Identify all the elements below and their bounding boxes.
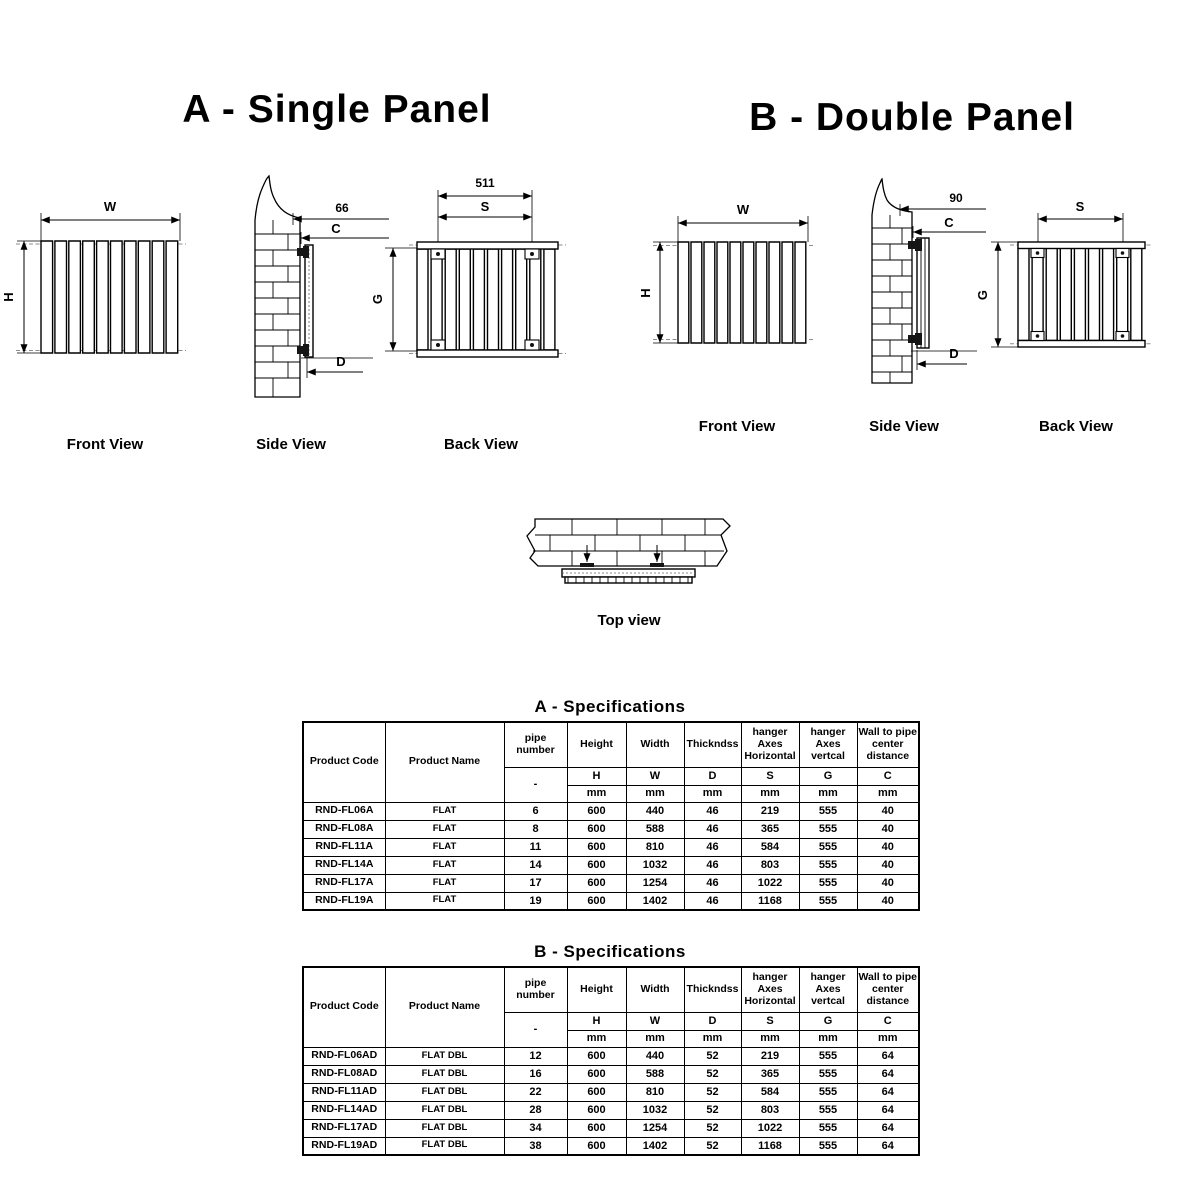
cell: 64 <box>857 1137 919 1155</box>
cell: 219 <box>741 1047 799 1065</box>
dim-label-w: W <box>736 202 750 217</box>
cell: 1168 <box>741 1137 799 1155</box>
top-view-drawing <box>500 505 740 605</box>
cell: FLAT <box>385 874 504 892</box>
col-product-code: Product Code <box>303 722 385 802</box>
sym-g: G <box>799 1012 857 1030</box>
wall-section <box>255 176 300 397</box>
col-height: Height <box>567 722 626 767</box>
cell: 19 <box>504 892 567 910</box>
sym-s: S <box>741 1012 799 1030</box>
col-thickness: Thickndss <box>684 967 741 1012</box>
cell: 555 <box>799 820 857 838</box>
cell: 600 <box>567 802 626 820</box>
back-view-a-label: Back View <box>444 436 518 453</box>
col-width: Width <box>626 722 684 767</box>
sym-pipe: - <box>504 767 567 802</box>
cell: 52 <box>684 1119 741 1137</box>
cell: 40 <box>857 874 919 892</box>
col-width: Width <box>626 967 684 1012</box>
cell: 600 <box>567 1047 626 1065</box>
unit: mm <box>857 1030 919 1047</box>
cell: RND-FL14AD <box>303 1101 385 1119</box>
table-row <box>303 874 919 892</box>
cell: 600 <box>567 1101 626 1119</box>
unit: mm <box>857 785 919 802</box>
dim-label-s: S <box>1075 199 1085 214</box>
cell: FLAT <box>385 856 504 874</box>
sym-c: C <box>857 767 919 785</box>
cell: 34 <box>504 1119 567 1137</box>
table-row <box>303 1137 919 1155</box>
cell: 64 <box>857 1083 919 1101</box>
cell: 1402 <box>626 892 684 910</box>
table-row <box>303 1065 919 1083</box>
cell: 11 <box>504 838 567 856</box>
col-pipe-number: pipe number <box>504 967 567 1012</box>
cell: 365 <box>741 820 799 838</box>
cell: 555 <box>799 856 857 874</box>
cell: 52 <box>684 1065 741 1083</box>
cell: 1168 <box>741 892 799 910</box>
cell: 64 <box>857 1065 919 1083</box>
cell: 1022 <box>741 874 799 892</box>
cell: 803 <box>741 856 799 874</box>
table-row <box>303 1083 919 1101</box>
cell: 555 <box>799 838 857 856</box>
dim-label-g: G <box>975 289 990 301</box>
cell: 588 <box>626 820 684 838</box>
cell: FLAT DBL <box>385 1119 504 1137</box>
sym-h: H <box>567 1012 626 1030</box>
sym-g: G <box>799 767 857 785</box>
cell: 46 <box>684 892 741 910</box>
cell: 219 <box>741 802 799 820</box>
table-row <box>303 820 919 838</box>
cell: 600 <box>567 820 626 838</box>
cell: 64 <box>857 1047 919 1065</box>
cell: 584 <box>741 838 799 856</box>
back-view-b-label: Back View <box>1039 418 1113 435</box>
cell: 17 <box>504 874 567 892</box>
cell: 1022 <box>741 1119 799 1137</box>
cell: 555 <box>799 1119 857 1137</box>
table-row <box>303 802 919 820</box>
dim-label-w: W <box>103 199 117 214</box>
col-pipe-number: pipe number <box>504 722 567 767</box>
col-product-code: Product Code <box>303 967 385 1047</box>
section-b-title: B - Double Panel <box>749 96 1075 139</box>
wall-section <box>872 179 912 383</box>
cell: 600 <box>567 892 626 910</box>
dim-label-s: S <box>480 199 490 214</box>
cell: 365 <box>741 1065 799 1083</box>
panel-slats <box>41 241 178 353</box>
unit: mm <box>799 1030 857 1047</box>
spec-a-title: A - Specifications <box>534 697 686 716</box>
cell: 1032 <box>626 1101 684 1119</box>
cell: 600 <box>567 838 626 856</box>
cell: 6 <box>504 802 567 820</box>
col-hanger-vertical: hanger Axes vertcal <box>799 722 857 767</box>
cell: 1254 <box>626 1119 684 1137</box>
cell: RND-FL19A <box>303 892 385 910</box>
cell: 600 <box>567 1083 626 1101</box>
cell: 600 <box>567 856 626 874</box>
dim-label-d: D <box>336 354 346 369</box>
table-row <box>303 1119 919 1137</box>
table-row <box>303 856 919 874</box>
unit: mm <box>741 785 799 802</box>
cell: 555 <box>799 1065 857 1083</box>
cell: 555 <box>799 892 857 910</box>
unit: mm <box>567 785 626 802</box>
dim-label-511: 511 <box>475 176 495 190</box>
cell: 440 <box>626 1047 684 1065</box>
cell: 46 <box>684 820 741 838</box>
cell: 52 <box>684 1083 741 1101</box>
cell: 8 <box>504 820 567 838</box>
cell: 40 <box>857 838 919 856</box>
cell: RND-FL17AD <box>303 1119 385 1137</box>
cell: 46 <box>684 856 741 874</box>
wall-section <box>527 519 730 566</box>
table-row <box>303 892 919 910</box>
double-panel-profile <box>917 238 929 348</box>
cell: FLAT DBL <box>385 1065 504 1083</box>
sym-h: H <box>567 767 626 785</box>
dim-label-d: D <box>949 346 959 361</box>
cell: 40 <box>857 856 919 874</box>
side-view-a-drawing <box>243 172 393 444</box>
front-view-a-label: Front View <box>66 436 144 453</box>
col-hanger-vertical: hanger Axes vertcal <box>799 967 857 1012</box>
cell: 810 <box>626 1083 684 1101</box>
panel-bars <box>417 249 555 350</box>
cell: 440 <box>626 802 684 820</box>
side-view-b-drawing <box>855 175 990 425</box>
cell: 584 <box>741 1083 799 1101</box>
cell: 803 <box>741 1101 799 1119</box>
back-view-b-drawing <box>975 195 1170 360</box>
cell: 22 <box>504 1083 567 1101</box>
cell: 588 <box>626 1065 684 1083</box>
unit: mm <box>741 1030 799 1047</box>
cell: 810 <box>626 838 684 856</box>
cell: 46 <box>684 874 741 892</box>
col-product-name: Product Name <box>385 967 504 1047</box>
bracket-foot-left <box>580 563 594 567</box>
bottom-rail <box>1018 341 1145 348</box>
cell: RND-FL06AD <box>303 1047 385 1065</box>
cell: 40 <box>857 892 919 910</box>
cell: 555 <box>799 874 857 892</box>
top-rail <box>1018 242 1145 249</box>
dim-label-c: C <box>944 215 954 230</box>
back-view-a-drawing <box>370 165 575 400</box>
dim-label-h: H <box>1 292 16 302</box>
header-row <box>303 722 919 767</box>
dim-label-c: C <box>331 221 341 236</box>
cell: 64 <box>857 1101 919 1119</box>
cell: RND-FL06A <box>303 802 385 820</box>
table-row <box>303 838 919 856</box>
cell: FLAT <box>385 892 504 910</box>
unit: mm <box>684 1030 741 1047</box>
cell: 46 <box>684 838 741 856</box>
dim-label-g: G <box>370 293 385 305</box>
col-wall-distance: Wall to pipe center distance <box>857 967 919 1012</box>
cell: 1032 <box>626 856 684 874</box>
side-view-a-label: Side View <box>256 436 326 453</box>
cell: 52 <box>684 1137 741 1155</box>
panel-bars <box>1018 248 1142 341</box>
cell: 40 <box>857 820 919 838</box>
top-rail <box>417 242 558 249</box>
front-view-a-drawing <box>1 195 200 365</box>
cell: 64 <box>857 1119 919 1137</box>
cell: 1254 <box>626 874 684 892</box>
cell: RND-FL14A <box>303 856 385 874</box>
unit: mm <box>684 785 741 802</box>
cell: RND-FL11AD <box>303 1083 385 1101</box>
table-row <box>303 1101 919 1119</box>
cell: FLAT <box>385 838 504 856</box>
cell: 14 <box>504 856 567 874</box>
bottom-rail <box>417 350 558 357</box>
cell: 600 <box>567 1137 626 1155</box>
cell: 52 <box>684 1101 741 1119</box>
cell: 52 <box>684 1047 741 1065</box>
cell: FLAT DBL <box>385 1101 504 1119</box>
dim-label-90: 90 <box>949 191 963 205</box>
col-wall-distance: Wall to pipe center distance <box>857 722 919 767</box>
cell: FLAT DBL <box>385 1047 504 1065</box>
cell: 555 <box>799 1101 857 1119</box>
spec-b-title: B - Specifications <box>534 942 686 961</box>
sym-pipe: - <box>504 1012 567 1047</box>
front-view-b-label: Front View <box>698 418 776 435</box>
cell: 12 <box>504 1047 567 1065</box>
cell: 1402 <box>626 1137 684 1155</box>
top-view-label: Top view <box>597 612 661 629</box>
spec-table-a <box>302 721 920 911</box>
cell: FLAT <box>385 802 504 820</box>
col-height: Height <box>567 967 626 1012</box>
cell: 555 <box>799 802 857 820</box>
section-a-title: A - Single Panel <box>182 88 492 131</box>
cell: 600 <box>567 1119 626 1137</box>
bracket-foot-right <box>650 563 664 567</box>
col-hanger-horizontal: hanger Axes Horizontal <box>741 722 799 767</box>
panel-slats <box>678 242 806 343</box>
cell: 16 <box>504 1065 567 1083</box>
dim-label-66: 66 <box>335 201 349 215</box>
cell: 28 <box>504 1101 567 1119</box>
col-hanger-horizontal: hanger Axes Horizontal <box>741 967 799 1012</box>
cell: FLAT DBL <box>385 1137 504 1155</box>
cell: 38 <box>504 1137 567 1155</box>
unit: mm <box>626 785 684 802</box>
unit: mm <box>799 785 857 802</box>
front-view-b-drawing <box>638 200 830 355</box>
sym-d: D <box>684 1012 741 1030</box>
cell: 600 <box>567 1065 626 1083</box>
dim-label-h: H <box>638 288 653 298</box>
cell: RND-FL08AD <box>303 1065 385 1083</box>
spec-table-b <box>302 966 920 1156</box>
cell: 555 <box>799 1047 857 1065</box>
cell: 46 <box>684 802 741 820</box>
table-row <box>303 1047 919 1065</box>
cell: RND-FL08A <box>303 820 385 838</box>
sym-w: W <box>626 767 684 785</box>
sym-c: C <box>857 1012 919 1030</box>
cell: RND-FL17A <box>303 874 385 892</box>
cell: 555 <box>799 1083 857 1101</box>
side-view-b-label: Side View <box>869 418 939 435</box>
unit: mm <box>626 1030 684 1047</box>
cell: FLAT <box>385 820 504 838</box>
col-product-name: Product Name <box>385 722 504 802</box>
cell: FLAT DBL <box>385 1083 504 1101</box>
unit: mm <box>567 1030 626 1047</box>
cell: RND-FL11A <box>303 838 385 856</box>
cell: RND-FL19AD <box>303 1137 385 1155</box>
sym-d: D <box>684 767 741 785</box>
cell: 600 <box>567 874 626 892</box>
sym-s: S <box>741 767 799 785</box>
header-row <box>303 967 919 1012</box>
sym-w: W <box>626 1012 684 1030</box>
cell: 555 <box>799 1137 857 1155</box>
col-thickness: Thickndss <box>684 722 741 767</box>
cell: 40 <box>857 802 919 820</box>
